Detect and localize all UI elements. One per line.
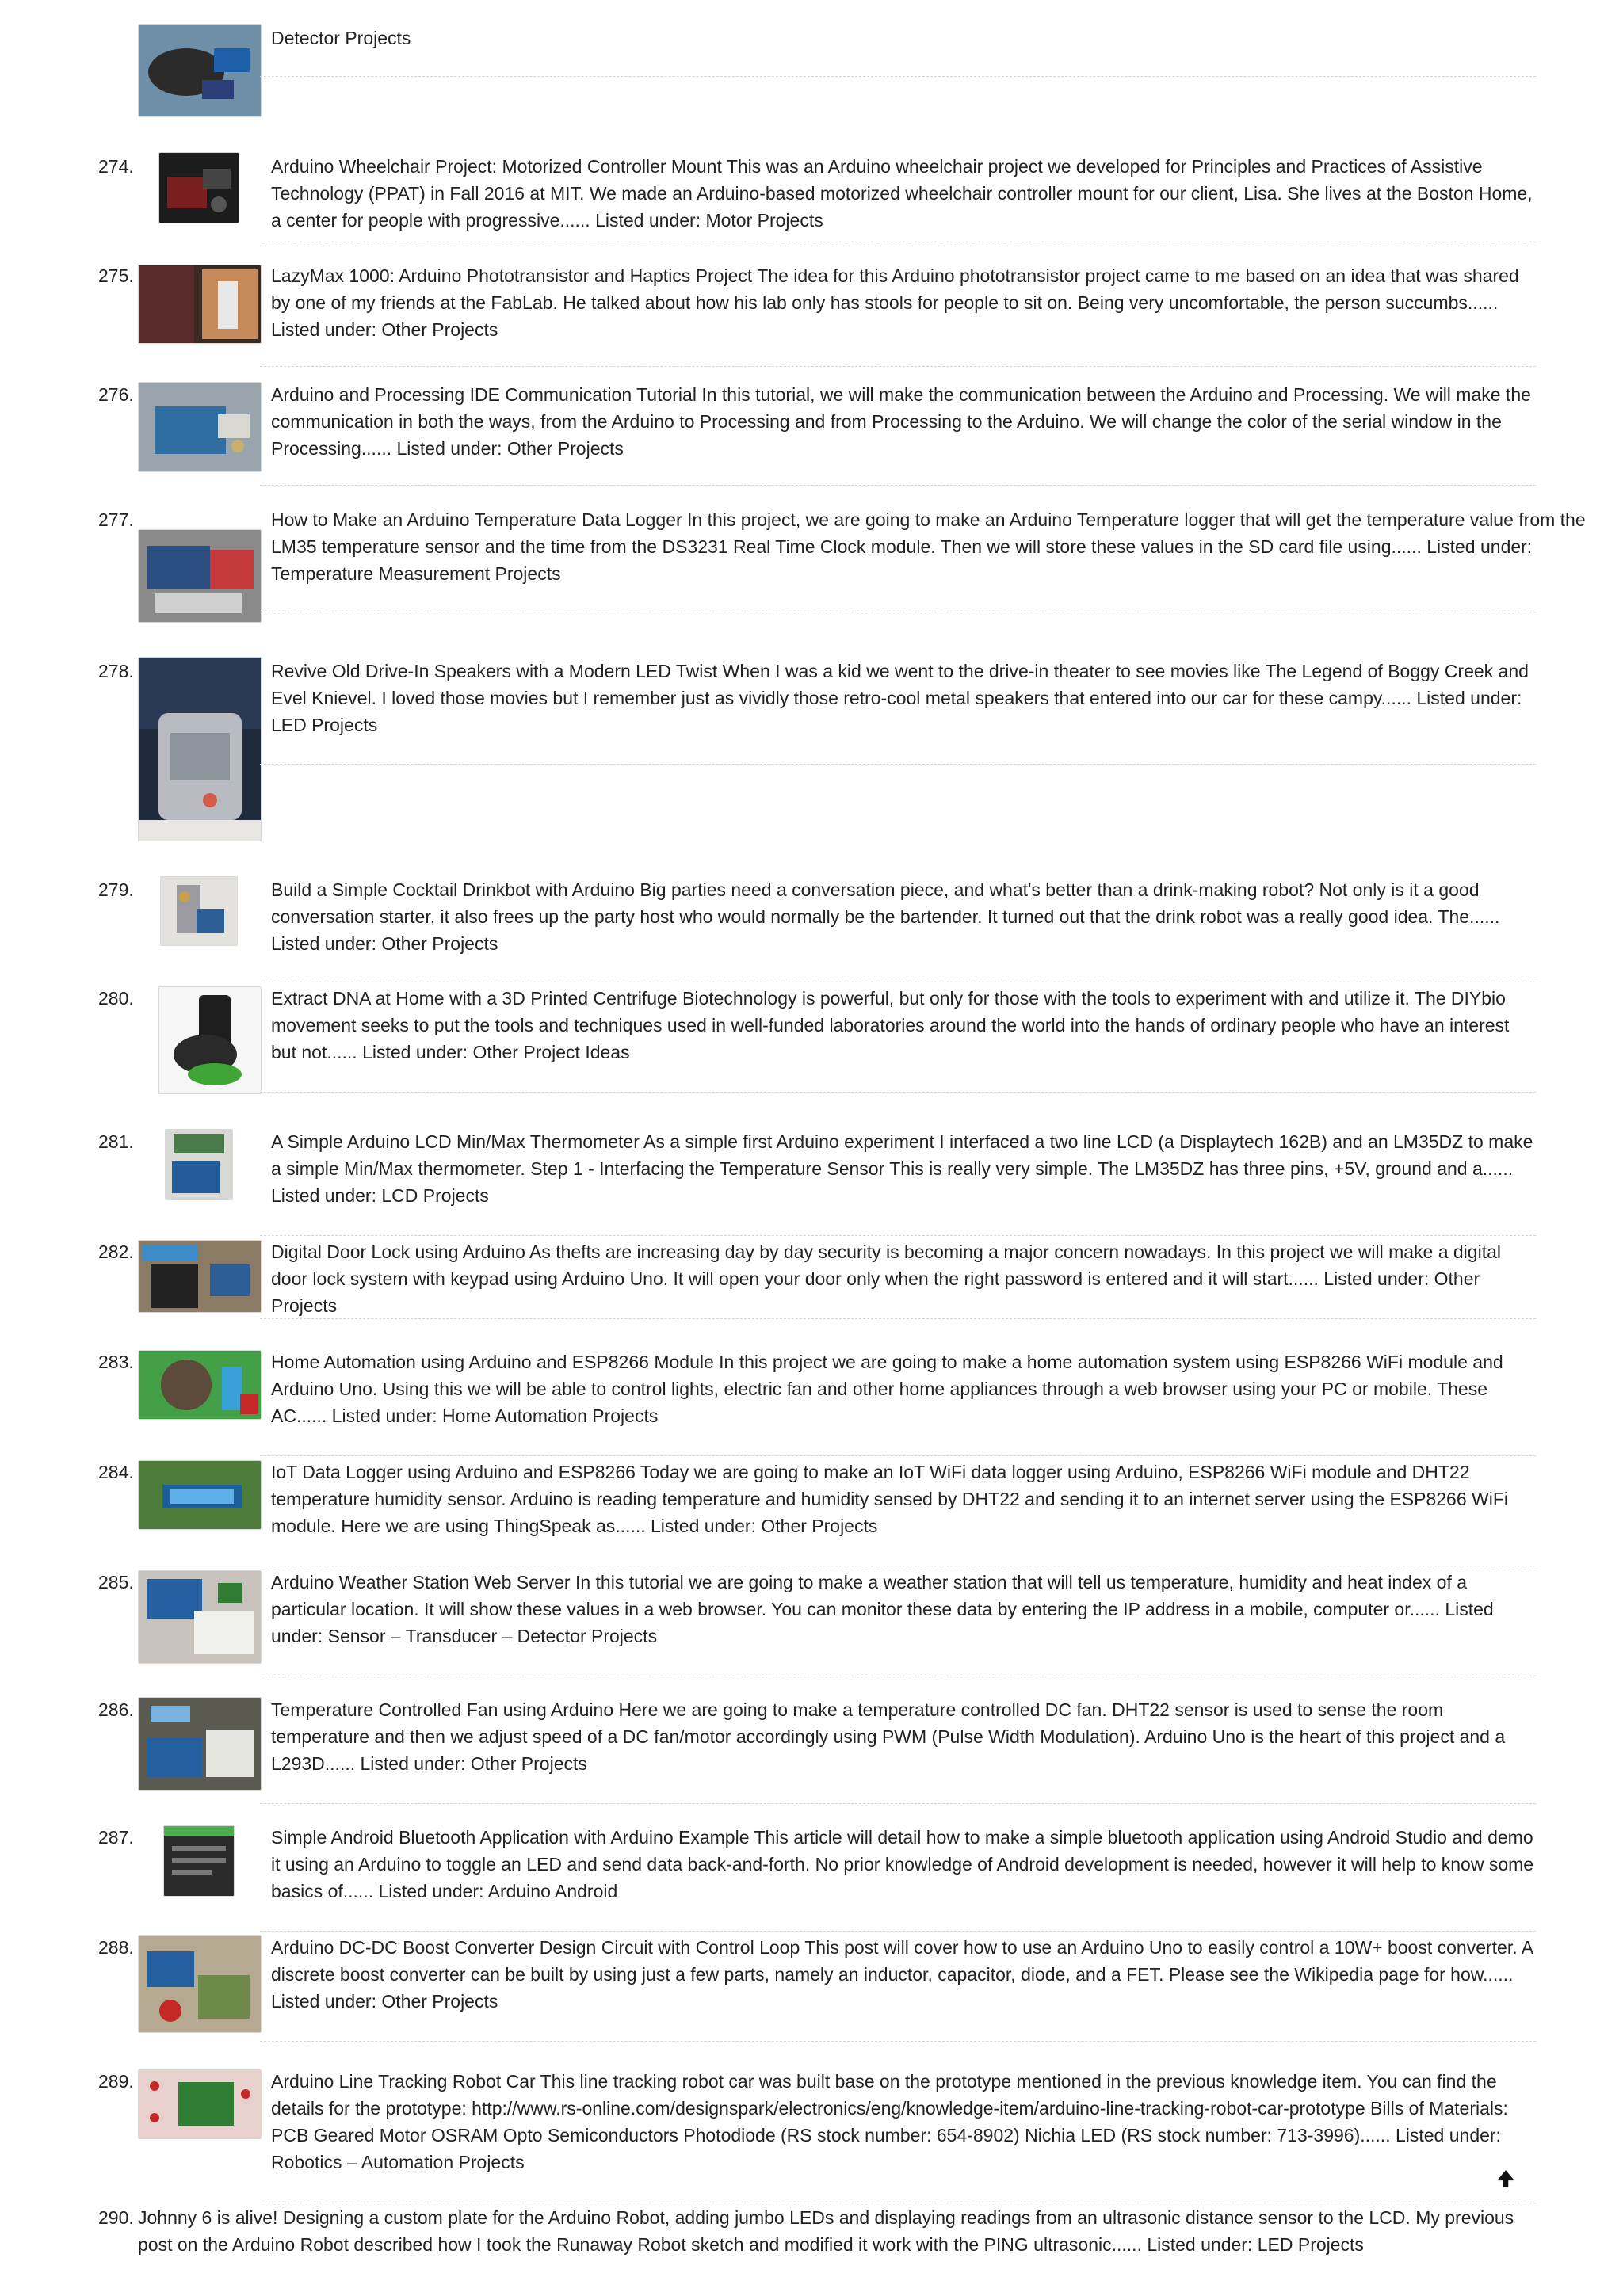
item-thumbnail[interactable] (158, 986, 262, 1094)
project-photo (139, 1698, 261, 1790)
item-thumbnail[interactable] (138, 1935, 262, 2033)
item-number: 289. (98, 2071, 134, 2092)
item-number: 284. (98, 1462, 134, 1482)
item-thumbnail[interactable] (160, 876, 238, 946)
item-description[interactable]: Arduino Weather Station Web Server In this tutorial we are going to make a weather station that will tell us temperature, humidity and heat index of a particular location. It will show these values in a web browser. You can monitor these data by entering the IP address in a mobile, computer or...... Listed under: Sensor – Transducer – Detector Projects (271, 1572, 1494, 1646)
item-thumbnail[interactable] (138, 529, 262, 623)
item-thumbnail[interactable] (138, 1697, 262, 1791)
separator (260, 485, 1536, 486)
item-number: 288. (98, 1937, 134, 1958)
separator (260, 76, 1536, 77)
item-thumbnail[interactable] (138, 382, 262, 472)
separator (260, 764, 1536, 765)
project-photo (139, 1571, 261, 1663)
item-number: 286. (98, 1699, 134, 1720)
back-to-top-button[interactable] (1491, 2164, 1520, 2193)
project-photo (139, 1351, 261, 1419)
project-photo (139, 25, 261, 116)
item-number: 281. (98, 1131, 134, 1152)
arrow-up-icon (1495, 2168, 1516, 2189)
item-thumbnail[interactable] (138, 657, 262, 841)
project-photo (139, 383, 261, 471)
item-thumbnail[interactable] (165, 1129, 233, 1200)
item-description[interactable]: LazyMax 1000: Arduino Phototransistor and Haptics Project The idea for this Arduino phototransistor project came to me based on an idea that was shared by one of my friends at the FabLab. He talked about how his lab only has stools for people to sit on. Being very uncomfortable, the person succumbs...... Listed under: Other Projects (271, 265, 1519, 340)
project-photo (161, 877, 237, 945)
item-thumbnail[interactable] (138, 2069, 262, 2139)
separator (260, 2041, 1536, 2042)
item-thumbnail[interactable] (138, 1350, 262, 1420)
item-number: 290. (98, 2207, 134, 2228)
item-number: 278. (98, 661, 134, 681)
item-description[interactable]: Revive Old Drive-In Speakers with a Modern LED Twist When I was a kid we went to the drive-in theater to see movies like The Legend of Boggy Creek and Evel Knievel. I loved those movies but I remember just as vividly those retro-cool metal speakers that entered into our car for these campy...... Listed under: LED Projects (271, 661, 1529, 735)
item-description[interactable]: Arduino and Processing IDE Communication Tutorial In this tutorial, we will make the communication between the Arduino and Processing. We will make the communication in both the ways, from the Arduino to Processing and from Processing to the Arduino. We will change the color of the serial window in the Processing...... Listed under: Other Projects (271, 384, 1531, 459)
project-photo (139, 658, 261, 841)
item-thumbnail[interactable] (158, 152, 239, 223)
project-photo (139, 530, 261, 622)
item-description[interactable]: How to Make an Arduino Temperature Data Logger In this project, we are going to make an Arduino Temperature logger that will get the temperature value from the LM35 temperature sensor and the time from the DS3231 Real Time Clock module. Then we will store these values in the SD card file using...... Listed under: Temperature Measurement Projects (271, 509, 1586, 584)
project-photo (139, 1461, 261, 1529)
item-number: 279. (98, 879, 134, 900)
item-thumbnail[interactable] (138, 265, 262, 344)
item-number: 275. (98, 265, 134, 286)
item-description[interactable]: Extract DNA at Home with a 3D Printed Centrifuge Biotechnology is powerful, but only for those with the tools to experiment with and utilize it. The DIYbio movement seeks to put the tools and techniques used in well-funded laboratories around the world into the hands of ordinary people who have an interest but not...... Listed under: Other Project Ideas (271, 988, 1510, 1062)
item-description[interactable]: A Simple Arduino LCD Min/Max Thermometer As a simple first Arduino experiment I interfaced a two line LCD (a Displaytech 162B) and an LM35DZ to make a simple Min/Max thermometer. Step 1 - Interfacing the Temperature Sensor This is really very simple. The LM35DZ has three pins, +5V, ground and a...... Listed under: LCD Projects (271, 1131, 1533, 1206)
project-photo (139, 265, 261, 343)
separator (260, 1318, 1536, 1319)
item-number: 282. (98, 1241, 134, 1262)
item-number: 274. (98, 156, 134, 177)
item-description[interactable]: Arduino Line Tracking Robot Car This line tracking robot car was built base on the prototype mentioned in the previous knowledge item. You can find the details for the prototype: http://www.rs-online.com/designspark/electronics/eng/knowledge-item/arduino-line-tracking-robot-car-prototype Bills of Materials: PCB Geared Motor OSRAM Opto Semiconductors Photodiode (RS stock number: 654-8902) Nichia LED (RS stock number: 713-3996)...... Listed under: Robotics – Automation Projects (271, 2071, 1508, 2172)
item-number: 276. (98, 384, 134, 405)
project-photo (159, 987, 261, 1093)
item-description[interactable]: Temperature Controlled Fan using Arduino Here we are going to make a temperature controlled DC fan. DHT22 sensor is used to sense the room temperature and then we adjust speed of a DC fan/motor accordingly using PWM (Pulse Width Modulation). Arduino Uno is the heart of this project and a L293D...... Listed under: Other Projects (271, 1699, 1506, 1774)
separator (260, 1092, 1536, 1093)
item-number: 277. (98, 509, 134, 530)
separator (260, 1235, 1536, 1236)
item-number: 280. (98, 988, 134, 1009)
item-description[interactable]: Simple Android Bluetooth Application with Arduino Example This article will detail how to make a simple bluetooth application using Android Studio and demo it using an Arduino to toggle an LED and send data back-and-forth. No prior knowledge of Android development is needed, however it will help to know some basics of...... Listed under: Arduino Android (271, 1827, 1534, 1901)
item-description[interactable]: Home Automation using Arduino and ESP8266 Module In this project we are going to make a home automation system using ESP8266 WiFi module and Arduino Uno. Using this we will be able to control lights, electric fan and other home appliances through a web browser using your PC or mobile. These AC...... Listed under: Home Automation Projects (271, 1352, 1503, 1426)
item-number: 287. (98, 1827, 134, 1848)
item-thumbnail[interactable] (138, 1460, 262, 1530)
item-thumbnail[interactable] (138, 1570, 262, 1664)
item-description[interactable]: Arduino Wheelchair Project: Motorized Controller Mount This was an Arduino wheelchair project we developed for Principles and Practices of Assistive Technology (PPAT) in Fall 2016 at MIT. We made an Arduino-based motorized wheelchair controller mount for our client, Lisa. She lives at the Boston Home, a center for people with progressive...... Listed under: Motor Projects (271, 156, 1533, 231)
item-description[interactable]: IoT Data Logger using Arduino and ESP8266 Today we are going to make an IoT WiFi data logger using Arduino, ESP8266 WiFi module and DHT22 temperature humidity sensor. Arduino is reading temperature and humidity sensed by DHT22 and sending it to an internet server using the ESP8266 WiFi module. Here we are using ThingSpeak as...... Listed under: Other Projects (271, 1462, 1509, 1536)
item-number: 283. (98, 1352, 134, 1372)
item-description[interactable]: Digital Door Lock using Arduino As thefts are increasing day by day security is becoming a major concern nowadays. In this project we will make a digital door lock system with keypad using Arduino Uno. It will open your door only when the right password is entered and it will start...... Listed under: Other Projects (271, 1241, 1501, 1316)
item-description[interactable]: Build a Simple Cocktail Drinkbot with Arduino Big parties need a conversation piece, and what's better than a drink-making robot? Not only is it a good conversation starter, it also frees up the party host who would normally be the bartender. It turned out that the drink robot was a really good idea. The...... Listed under: Other Projects (271, 879, 1500, 954)
project-photo (164, 1826, 234, 1896)
project-photo (139, 1936, 261, 2032)
separator (260, 1803, 1536, 1804)
separator (260, 1931, 1536, 1932)
separator (260, 366, 1536, 367)
item-description[interactable]: Arduino DC-DC Boost Converter Design Circuit with Control Loop This post will cover how to use an Arduino Uno to easily control a 10W+ boost converter. A discrete boost converter can be built by using just a few parts, namely an inductor, capacitor, diode, and a FET. Please see the Wikipedia page for how...... Listed under: Other Projects (271, 1937, 1533, 2012)
item-description[interactable]: Detector Projects (271, 28, 411, 48)
item-description[interactable]: Johnny 6 is alive! Designing a custom plate for the Arduino Robot, adding jumbo LEDs and displaying readings from an ultrasonic distance sensor to the LCD. My previous post on the Arduino Robot described how I took the Runaway Robot sketch and modified it work with the PING ultrasonic...... Listed under: LED Projects (138, 2207, 1514, 2255)
item-number: 285. (98, 1572, 134, 1592)
separator (260, 1455, 1536, 1456)
project-photo (139, 2070, 261, 2138)
project-photo (139, 1241, 261, 1312)
project-photo (166, 1130, 232, 1199)
item-thumbnail[interactable] (138, 24, 262, 117)
project-photo (159, 153, 239, 223)
item-thumbnail[interactable] (138, 1240, 262, 1313)
item-thumbnail[interactable] (163, 1825, 235, 1897)
